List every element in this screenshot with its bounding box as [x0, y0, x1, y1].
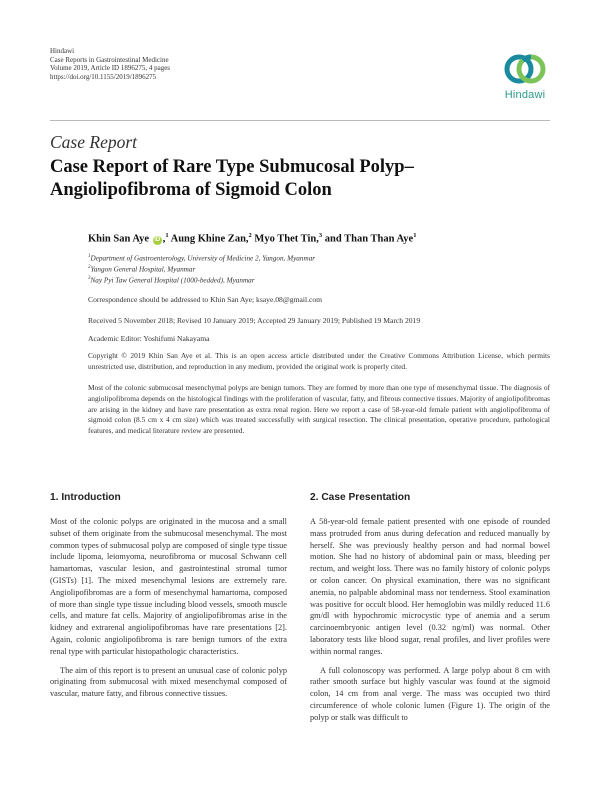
journal-name: Case Reports in Gastrointestinal Medicine [50, 55, 169, 64]
author-affiliation-sup: 3 [318, 232, 323, 239]
paragraph: Most of the colonic polyps are originated in the mucosa and a small subset of them originate from the submucosal mesenchymal. The most common types of submucosal polyp are composed of single type tissue include lipoma, leiomyoma, neurofibroma or mucosal Schwann cell hamartomas, vascular lesion, and gastrointestinal stromal tumor (GISTs) [1]. The mixed mesenchymal lesions are extremely rare. Angiolipofibromas are a form of mesenchymal hamartoma, composed of more than single type tissue including blood vessels, smooth muscle cells, and mature fat cells. Majority of angiolipofibromas arise in the kidney and extrarenal angiolipofibromas have rare presentations [2]. Again, colonic angiolipofibroma is rare benign tumors of the extra renal type with particular histopathologic characteristics. [50, 517, 287, 656]
article-title: Case Report of Rare Type Submucosal Polyp–Angiolipofibroma of Sigmoid Colon [50, 157, 414, 200]
copyright-notice: Copyright © 2019 Khin San Aye et al. This is an open access article distributed under the Creative Commons Attribution License, which permits unrestricted use, distribution, and reproduction in any medium, provided the original work is properly cited. [88, 351, 550, 371]
paragraph: The aim of this report is to present an unusual case of colonic polyp originating from submucosal with mixed mesenchymal composed of vascular, mature fatty, and fibrous connective tissues. [50, 665, 287, 699]
affiliation: $^1$Department of Gastroenterology, University of Medicine 2, Yangon, Myanmar [88, 254, 316, 263]
author-name[interactable]: Khin San Aye [88, 233, 150, 245]
introduction-body [50, 516, 287, 700]
author-affiliation-sup: 1 [413, 232, 417, 239]
affiliation: $^2$Yangon General Hospital, Myanmar [88, 265, 196, 274]
author-name[interactable]: and Than Than Aye [324, 233, 414, 245]
abstract: Most of the colonic submucosal mesenchymal polyps are benign tumors. They are formed by more than one type of mesenchymal tissue. The diagnosis of angiolipofibroma depends on the histological findings with the proliferation of vascular, fatty, and fibrous connective tissues. Majority of angiolipofibromas are arising in the kidney and have rare presentation as extra renal region. Here we report a case of 58-year-old female patient with angiolipofibroma of sigmoid colon (8.5 cm x 4 cm size) which was treated successfully with surgical resection. The clinical presentation, operative procedure, pathological features, and medical literature review are presented. [88, 383, 550, 436]
academic-editor: Academic Editor: Yoshifumi Nakayama [88, 334, 210, 343]
section-heading-case-presentation: 2. Case Presentation [310, 492, 411, 503]
article-type: Case Report [50, 132, 138, 152]
paragraph: A 58-year-old female patient presented with one episode of rounded mass protruded from anus during defecation and reduced manually by herself. She was previously healthy person and had normal bowel motion. She had no history of abdominal pain or mass, bleeding per rectum, and weight loss. There was no family history of colonic polyps or colon cancer. On physical examination, there was no significant anemia, no palpable abdominal mass nor tenderness. Stool examination was positive for occult blood. Her hemoglobin was mildly reduced 11.6 gm/dl with hypochromic microcystic type of anemia and a serum carcinoembryonic antigen level (0.32 ng/ml) was normal. Other laboratory tests like blood sugar, renal profiles, and liver profiles were within normal ranges. [310, 517, 550, 656]
doi-link[interactable]: https://doi.org/10.1155/2019/1896275 [50, 72, 157, 81]
correspondence: Correspondence should be addressed to Khin San Aye; ksaye.08@gmail.com [88, 295, 323, 304]
section-heading-introduction: 1. Introduction [50, 492, 121, 503]
volume-info: Volume 2019, Article ID 1896275, 4 pages [50, 64, 171, 73]
paragraph: A full colonoscopy was performed. A large polyp about 8 cm with rather smooth surface but highly vascular was found at the sigmoid colon, 14 cm from anal verge. The mass was occupied two third circumference of whole colonic lumen (Figure 1). The origin of the polyp or stalk was difficult to [310, 665, 550, 722]
hindawi-logo-text: Hindawi [504, 89, 546, 101]
author-name[interactable]: Myo Thet Tin, [254, 233, 319, 245]
author-affiliation-sup: 1 [165, 232, 169, 239]
author-list: Khin San Aye iD ,$^1$ Aung Khine Zan,$^2$ Myo Thet Tin,$^3$ and Than Than Aye$^1$ [88, 232, 417, 245]
author-affiliation-sup: 2 [248, 232, 252, 239]
affiliation: $^3$Nay Pyi Taw General Hospital (1000-bedded), Myanmar [88, 276, 255, 285]
publication-dates: Received 5 November 2018; Revised 10 January 2019; Accepted 29 January 2019; Published 19 March 2019 [88, 316, 421, 325]
case-presentation-body [310, 516, 550, 724]
header-divider [50, 120, 550, 121]
orcid-icon[interactable]: iD [154, 236, 161, 243]
author-name[interactable]: Aung Khine Zan, [170, 233, 249, 245]
publisher-name: Hindawi [50, 47, 75, 55]
journal-header [50, 47, 170, 81]
